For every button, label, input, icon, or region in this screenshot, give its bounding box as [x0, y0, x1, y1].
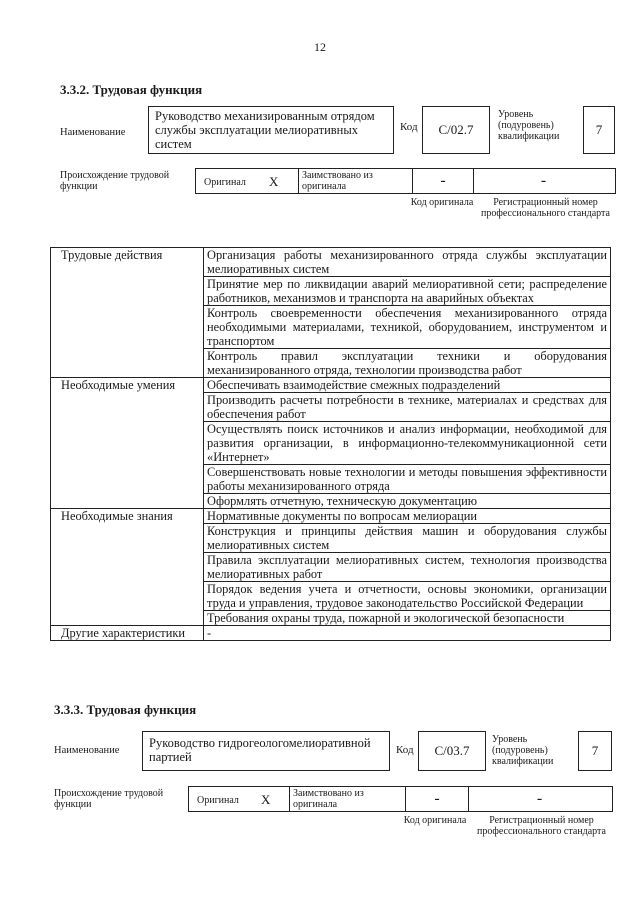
code-label-2: Код	[396, 744, 414, 756]
item-cell: Порядок ведения учета и отчетности, основы экономики, организации труда и управления, трудовое законодательство Российской Федерации	[204, 582, 611, 611]
original-label: Оригинал	[204, 177, 246, 188]
item-cell: Нормативные документы по вопросам мелиорации	[204, 509, 611, 524]
code-value: C/02.7	[438, 122, 474, 137]
original-mark: X	[269, 174, 279, 189]
item-cell: Конструкция и принципы действия машин и оборудования службы мелиоративных систем	[204, 524, 611, 553]
code-label: Код	[400, 121, 418, 133]
function-name-box	[148, 106, 394, 154]
item-cell: Совершенствовать новые технологии и методы повышения эффективности работы механизированного отряда	[204, 465, 611, 494]
code-original-value: -	[440, 172, 446, 189]
original-cell	[196, 169, 299, 193]
original-cell-2	[189, 787, 290, 811]
item-cell: Организация работы механизированного отряда службы эксплуатации мелиоративных систем	[204, 248, 611, 277]
reg-number-caption-2: Регистрационный номер профессионального стандарта	[477, 815, 606, 837]
item-cell: Осуществлять поиск источников и анализ информации, необходимой для развития организации, в информационно-телекоммуникационной сети «Интернет»	[204, 422, 611, 465]
reg-number-value: -	[540, 172, 547, 189]
table-row	[51, 626, 611, 641]
code-original-value-2: -	[434, 790, 440, 807]
original-mark-2: X	[261, 792, 271, 807]
original-label-2: Оригинал	[197, 795, 239, 806]
category-cell: Необходимые знания	[51, 509, 204, 626]
origin-label-2: Происхождение трудовой функции	[54, 788, 164, 810]
level-value-2: 7	[591, 743, 599, 758]
item-cell: Контроль своевременности обеспечения механизированного отряда необходимыми материалами, техникой, оборудованием, инструментом и транспортом	[204, 306, 611, 349]
function-name-2: Руководство гидрогеологомелиоративной партией	[149, 736, 371, 764]
item-cell: Контроль правил эксплуатации техники и оборудования механизированного отряда, технологии производства работ	[204, 349, 611, 378]
section-heading-2: 3.3.3. Трудовая функция	[54, 702, 197, 717]
code-value-2: C/03.7	[434, 743, 470, 758]
origin-row	[195, 168, 616, 194]
function-name: Руководство механизированным отрядом службы эксплуатации мелиоративных систем	[155, 109, 375, 151]
page-number: 12	[314, 40, 326, 54]
function-name-box-2	[142, 731, 390, 771]
function-details-table	[50, 247, 611, 641]
item-cell: Оформлять отчетную, техническую документацию	[204, 494, 611, 509]
category-cell: Другие характеристики	[51, 626, 204, 641]
item-cell: Обеспечивать взаимодействие смежных подразделений	[204, 378, 611, 393]
level-box-2	[578, 731, 612, 771]
borrowed-label-2: Заимствовано из оригинала	[293, 788, 364, 810]
code-box-2	[418, 731, 486, 771]
item-cell: Требования охраны труда, пожарной и экологической безопасности	[204, 611, 611, 626]
level-label: Уровень (подуровень) квалификации	[498, 109, 560, 142]
code-original-caption: Код оригинала	[410, 197, 474, 208]
code-box	[422, 106, 490, 154]
borrowed-label: Заимствовано из оригинала	[302, 170, 373, 192]
item-cell: -	[204, 626, 611, 641]
item-cell: Производить расчеты потребности в технике, материалах и средствах для обеспечения работ	[204, 393, 611, 422]
level-value: 7	[595, 122, 603, 137]
name-label: Наименование	[60, 127, 126, 138]
section-heading: 3.3.2. Трудовая функция	[60, 82, 203, 97]
code-original-caption-2: Код оригинала	[403, 815, 467, 826]
category-cell: Необходимые умения	[51, 378, 204, 509]
reg-number-caption: Регистрационный номер профессионального стандарта	[481, 197, 610, 219]
level-label-2: Уровень (подуровень) квалификации	[492, 734, 554, 767]
origin-row-2	[188, 786, 613, 812]
code-original-cell-2	[405, 787, 469, 811]
item-cell: Принятие мер по ликвидации аварий мелиоративной сети; распределение работников, механизмов и транспорта на аварийных объектах	[204, 277, 611, 306]
name-label-2: Наименование	[54, 745, 120, 756]
reg-number-cell	[472, 169, 615, 193]
reg-number-value-2: -	[536, 790, 543, 807]
code-original-cell	[412, 169, 474, 193]
table-row	[51, 378, 611, 393]
origin-label: Происхождение трудовой функции	[60, 170, 170, 192]
category-cell: Трудовые действия	[51, 248, 204, 378]
item-cell: Правила эксплуатации мелиоративных систем, технология производства мелиоративных работ	[204, 553, 611, 582]
table-row	[51, 248, 611, 277]
table-row	[51, 509, 611, 524]
level-box	[583, 106, 615, 154]
reg-number-cell-2	[467, 787, 612, 811]
